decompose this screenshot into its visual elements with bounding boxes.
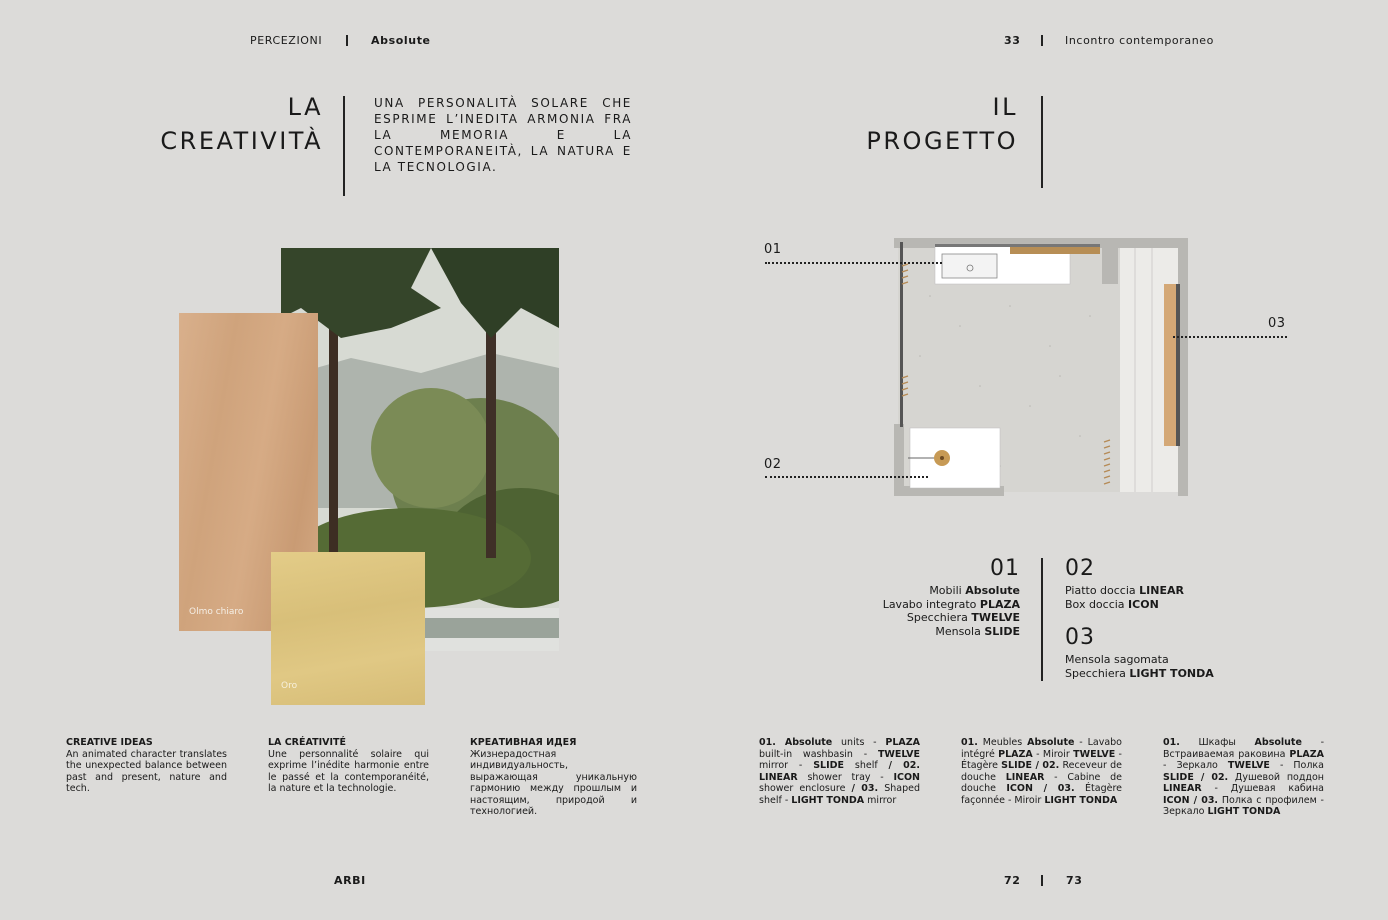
rich-text-run: Étagère façonnée - Miroir: [961, 783, 1122, 806]
rich-text-run: ICON: [893, 771, 920, 783]
rich-text-run: SLIDE / 02.: [1163, 771, 1229, 783]
floor-plan-drawing: [890, 236, 1190, 498]
item-01-line-1: Mobili Absolute: [929, 584, 1020, 597]
rich-text-run: TWELVE: [1227, 760, 1270, 771]
rich-text-run: 01.: [1163, 737, 1180, 748]
item-01-line-3: Specchiera TWELVE: [906, 611, 1020, 625]
right-footer-page-left: 72: [1004, 874, 1021, 887]
item-01-number: 01: [990, 556, 1020, 581]
item-03-number: 03: [1065, 625, 1095, 650]
item-03-line-2: Specchiera LIGHT TONDA: [1065, 666, 1214, 680]
swatch-oro-label: Oro: [281, 681, 298, 691]
rich-text-run: / 02. LINEAR: [759, 760, 920, 783]
item-02: [1065, 556, 1184, 611]
right-column-russian: [1163, 737, 1324, 818]
rich-text-run: - Полка: [1269, 760, 1324, 771]
rich-text-run: Receveur de douche: [961, 760, 1122, 783]
swatch-olmo-chiaro-label: Olmo chiaro: [189, 607, 244, 617]
rich-text-run: mirror -: [759, 760, 814, 771]
rich-text-run: - Душевая кабина: [1201, 783, 1324, 794]
rich-text-run: built-in washbasin -: [759, 748, 878, 760]
rich-text-run: Meubles: [977, 737, 1028, 748]
rich-text-run: Absolute: [784, 737, 833, 748]
right-column-french: [961, 737, 1122, 806]
rich-text-run: Шкафы: [1179, 737, 1255, 748]
plan-label-01: 01: [764, 242, 782, 257]
item-01-line-4: Mensola SLIDE: [935, 625, 1020, 639]
right-header-name: Incontro contemporaneo: [1065, 34, 1214, 47]
rich-text-run: PLAZA: [885, 737, 920, 748]
rich-text-run: - Зеркало: [1163, 760, 1228, 771]
right-header-number: 33: [1004, 34, 1021, 47]
column-french-heading: LA CRÉATIVITÉ: [268, 737, 346, 748]
left-header-divider: [346, 35, 348, 46]
plan-label-03: 03: [1268, 316, 1286, 331]
column-english-text: An animated character translates the unexpected balance between past and present, nature and tech.: [66, 748, 227, 794]
rich-text-run: TWELVE: [1073, 748, 1116, 760]
right-title-line-2: PROGETTO: [866, 127, 1018, 155]
rich-text-run: shelf: [844, 760, 889, 771]
plan-label-02: 02: [764, 457, 782, 472]
rich-text-run: LINEAR: [1005, 771, 1045, 783]
rich-text-run: - Miroir: [1032, 748, 1074, 760]
column-english-heading: CREATIVE IDEAS: [66, 737, 153, 748]
left-intro-text: UNA PERSONALITÀ SOLARE CHE ESPRIME L’INEDITA ARMONIA FRA LA MEMORIA E LA CONTEMPORANEITÀ, LA NATURA E LA TECNOLOGIA.: [374, 96, 632, 174]
rich-text-run: PLAZA: [998, 748, 1033, 760]
item-02-line-1: Piatto doccia LINEAR: [1065, 584, 1184, 597]
plan-leader-02: [765, 476, 928, 478]
rich-text-run: LIGHT TONDA: [791, 794, 865, 806]
left-header-section: PERCEZIONI: [250, 34, 323, 47]
rich-text-run: Shaped shelf -: [759, 783, 920, 806]
right-title-line-1: IL: [992, 93, 1018, 121]
rich-text-run: - Встраиваемая раковина: [1163, 737, 1324, 760]
rich-text-run: Душевой поддон: [1228, 771, 1324, 783]
left-title-line-1: LA: [287, 93, 323, 121]
rich-text-run: 01.: [961, 737, 978, 748]
right-column-english: [759, 737, 920, 806]
rich-text-run: shower tray -: [797, 771, 894, 783]
right-footer-page-right: 73: [1066, 874, 1083, 887]
rich-text-run: Absolute: [1027, 737, 1075, 748]
right-footer-divider: [1041, 875, 1043, 886]
rich-text-run: ICON / 03.: [1163, 794, 1219, 806]
items-divider: [1041, 558, 1043, 681]
left-footer-brand: ARBI: [334, 874, 366, 887]
left-title-line-2: CREATIVITÀ: [160, 127, 323, 155]
rich-text-run: 01.: [759, 737, 785, 748]
plan-leader-03: [1173, 336, 1287, 338]
rich-text-run: - Étagère: [961, 748, 1122, 771]
column-french-text: Une personnalité solaire qui exprime l’inédite harmonie entre le passé et la contemporanéité, la nature et la technologie.: [268, 748, 429, 794]
column-french: [268, 737, 429, 795]
left-title: [160, 90, 323, 158]
item-01-line-2: Lavabo integrato PLAZA: [882, 597, 1020, 611]
rich-text-run: TWELVE: [877, 748, 920, 760]
rich-text-run: SLIDE / 02.: [1001, 760, 1060, 771]
rich-text-run: Полка с профилем - Зеркало: [1163, 794, 1324, 817]
item-02-line-2: Box doccia ICON: [1065, 597, 1159, 611]
floor-plan: [890, 236, 1190, 498]
rich-text-run: LIGHT TONDA: [1044, 794, 1118, 806]
rich-text-run: PLAZA: [1289, 748, 1324, 760]
rich-text-run: SLIDE: [813, 760, 845, 771]
rich-text-run: shower enclosure: [759, 783, 852, 794]
item-01: [883, 556, 1020, 639]
rich-text-run: / 03.: [851, 783, 879, 794]
rich-text-run: LIGHT TONDA: [1207, 806, 1281, 817]
column-russian-heading: КРЕАТИВНАЯ ИДЕЯ: [470, 737, 577, 748]
rich-text-run: - Cabine de douche: [961, 771, 1122, 794]
left-title-divider: [343, 96, 345, 196]
rich-text-run: units -: [832, 737, 886, 748]
right-title: [866, 90, 1018, 158]
item-03-line-1: Mensola sagomata: [1065, 653, 1169, 666]
column-russian-text: Жизнерадостная индивидуальность, выражающая уникальную гармонию между прошлым и настоящим, природой и технологией.: [470, 748, 637, 817]
plan-leader-01: [765, 262, 942, 264]
item-02-number: 02: [1065, 556, 1095, 581]
left-header-name: Absolute: [371, 34, 431, 47]
item-03: [1065, 625, 1214, 680]
right-header-divider: [1041, 35, 1043, 46]
rich-text-run: mirror: [864, 794, 897, 806]
rich-text-run: ICON / 03.: [1006, 783, 1075, 794]
column-russian: [470, 737, 637, 818]
column-english: [66, 737, 227, 795]
right-title-divider: [1041, 96, 1043, 188]
rich-text-run: Absolute: [1254, 737, 1302, 748]
swatch-oro: [271, 552, 425, 705]
rich-text-run: - Lavabo intégré: [961, 737, 1122, 760]
rich-text-run: LINEAR: [1163, 783, 1202, 794]
